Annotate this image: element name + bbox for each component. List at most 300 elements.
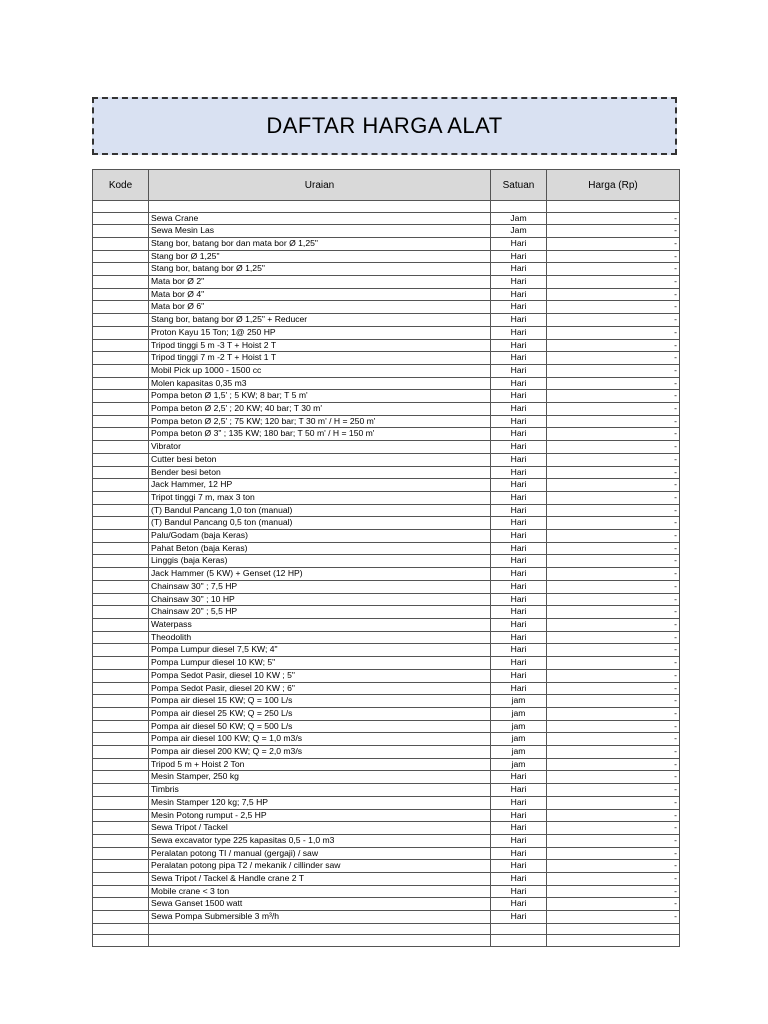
kode-cell [93, 491, 149, 504]
satuan-cell: Hari [491, 542, 547, 555]
harga-cell: - [547, 263, 680, 276]
harga-cell: - [547, 580, 680, 593]
harga-cell: - [547, 885, 680, 898]
satuan-cell: Hari [491, 644, 547, 657]
harga-cell: - [547, 415, 680, 428]
uraian-cell: Pompa beton Ø 3" ; 135 KW; 180 bar; T 50 m' / H = 150 m' [149, 428, 491, 441]
satuan-cell: Hari [491, 339, 547, 352]
harga-cell: - [547, 593, 680, 606]
uraian-cell: Proton Kayu 15 Ton; 1@ 250 HP [149, 326, 491, 339]
table-row [93, 860, 680, 873]
kode-cell [93, 225, 149, 238]
uraian-cell: Pompa Sedot Pasir, diesel 20 KW ; 6" [149, 682, 491, 695]
blank-row [93, 201, 680, 213]
kode-cell [93, 873, 149, 886]
harga-cell: - [547, 352, 680, 365]
harga-cell: - [547, 288, 680, 301]
table-row [93, 276, 680, 289]
table-row [93, 834, 680, 847]
satuan-cell: Hari [491, 669, 547, 682]
satuan-cell: Hari [491, 390, 547, 403]
uraian-cell: Chainsaw 30" ; 10 HP [149, 593, 491, 606]
satuan-cell: Hari [491, 771, 547, 784]
harga-cell: - [547, 212, 680, 225]
kode-cell [93, 568, 149, 581]
harga-cell: - [547, 746, 680, 759]
table-header-row [93, 170, 680, 201]
satuan-cell: Hari [491, 491, 547, 504]
blank-cell [491, 201, 547, 213]
uraian-cell: Tripot tinggi 7 m, max 3 ton [149, 491, 491, 504]
uraian-cell: Pompa beton Ø 2,5' ; 20 KW; 40 bar; T 30 m' [149, 403, 491, 416]
uraian-cell: Pompa beton Ø 2,5' ; 75 KW; 120 bar; T 30 m' / H = 250 m' [149, 415, 491, 428]
table-row [93, 377, 680, 390]
table-body [93, 201, 680, 947]
harga-cell: - [547, 517, 680, 530]
table-row [93, 885, 680, 898]
table-row [93, 733, 680, 746]
uraian-cell: Stang bor, batang bor Ø 1,25" + Reducer [149, 314, 491, 327]
harga-cell: - [547, 428, 680, 441]
kode-cell [93, 911, 149, 924]
table-row [93, 428, 680, 441]
uraian-cell: Waterpass [149, 619, 491, 632]
kode-cell [93, 479, 149, 492]
harga-cell: - [547, 873, 680, 886]
kode-cell [93, 466, 149, 479]
harga-cell: - [547, 847, 680, 860]
harga-cell: - [547, 364, 680, 377]
table-row [93, 225, 680, 238]
table-row [93, 530, 680, 543]
blank-cell [149, 201, 491, 213]
satuan-cell: Hari [491, 809, 547, 822]
blank-cell [93, 201, 149, 213]
blank-row [93, 923, 680, 935]
harga-cell: - [547, 314, 680, 327]
uraian-cell: Sewa Ganset 1500 watt [149, 898, 491, 911]
table-row [93, 911, 680, 924]
header-uraian: Uraian [149, 170, 491, 201]
uraian-cell: Cutter besi beton [149, 453, 491, 466]
kode-cell [93, 822, 149, 835]
kode-cell [93, 517, 149, 530]
kode-cell [93, 898, 149, 911]
uraian-cell: Sewa Crane [149, 212, 491, 225]
table-row [93, 657, 680, 670]
harga-cell: - [547, 682, 680, 695]
kode-cell [93, 276, 149, 289]
harga-cell: - [547, 466, 680, 479]
satuan-cell: Hari [491, 403, 547, 416]
uraian-cell: Linggis (baja Keras) [149, 555, 491, 568]
table-row [93, 403, 680, 416]
uraian-cell: Mesin Stamper 120 kg; 7,5 HP [149, 796, 491, 809]
uraian-cell: Mesin Potong rumput - 2,5 HP [149, 809, 491, 822]
kode-cell [93, 580, 149, 593]
table-row [93, 364, 680, 377]
harga-cell: - [547, 377, 680, 390]
harga-cell: - [547, 555, 680, 568]
kode-cell [93, 771, 149, 784]
kode-cell [93, 415, 149, 428]
table-row [93, 390, 680, 403]
table-row [93, 568, 680, 581]
uraian-cell: Pompa Lumpur diesel 10 KW; 5" [149, 657, 491, 670]
kode-cell [93, 733, 149, 746]
kode-cell [93, 390, 149, 403]
kode-cell [93, 809, 149, 822]
table-row [93, 504, 680, 517]
harga-cell: - [547, 568, 680, 581]
satuan-cell: Hari [491, 784, 547, 797]
table-row [93, 682, 680, 695]
table-row [93, 326, 680, 339]
table-row [93, 695, 680, 708]
kode-cell [93, 364, 149, 377]
satuan-cell: jam [491, 746, 547, 759]
table-row [93, 301, 680, 314]
kode-cell [93, 453, 149, 466]
uraian-cell: Pompa air diesel 100 KW; Q = 1,0 m3/s [149, 733, 491, 746]
table-row [93, 453, 680, 466]
satuan-cell: Hari [491, 441, 547, 454]
satuan-cell: Hari [491, 466, 547, 479]
satuan-cell: jam [491, 695, 547, 708]
harga-cell: - [547, 301, 680, 314]
uraian-cell: Pompa air diesel 15 KW; Q = 100 L/s [149, 695, 491, 708]
uraian-cell: Peralatan potong TI / manual (gergaji) / saw [149, 847, 491, 860]
harga-cell: - [547, 784, 680, 797]
uraian-cell: Molen kapasitas 0,35 m3 [149, 377, 491, 390]
harga-cell: - [547, 542, 680, 555]
satuan-cell: Hari [491, 530, 547, 543]
harga-cell: - [547, 695, 680, 708]
table-row [93, 479, 680, 492]
satuan-cell: jam [491, 758, 547, 771]
satuan-cell: Hari [491, 314, 547, 327]
kode-cell [93, 834, 149, 847]
header-satuan: Satuan [491, 170, 547, 201]
table-row [93, 466, 680, 479]
satuan-cell: Hari [491, 326, 547, 339]
satuan-cell: Hari [491, 834, 547, 847]
kode-cell [93, 237, 149, 250]
harga-cell: - [547, 644, 680, 657]
table-row [93, 898, 680, 911]
satuan-cell: Hari [491, 364, 547, 377]
uraian-cell: Mata bor Ø 6" [149, 301, 491, 314]
uraian-cell: Sewa Mesin Las [149, 225, 491, 238]
kode-cell [93, 301, 149, 314]
table-row [93, 212, 680, 225]
uraian-cell: Mobile crane < 3 ton [149, 885, 491, 898]
satuan-cell: Hari [491, 517, 547, 530]
uraian-cell: Mata bor Ø 2" [149, 276, 491, 289]
title-box [92, 97, 677, 155]
uraian-cell: Mobil Pick up 1000 - 1500 cc [149, 364, 491, 377]
satuan-cell: Hari [491, 568, 547, 581]
uraian-cell: Palu/Godam (baja Keras) [149, 530, 491, 543]
kode-cell [93, 441, 149, 454]
kode-cell [93, 619, 149, 632]
table-row [93, 517, 680, 530]
kode-cell [93, 504, 149, 517]
table-row [93, 746, 680, 759]
harga-cell: - [547, 339, 680, 352]
kode-cell [93, 339, 149, 352]
uraian-cell: Tripod 5 m + Hoist 2 Ton [149, 758, 491, 771]
harga-cell: - [547, 276, 680, 289]
table-row [93, 352, 680, 365]
kode-cell [93, 326, 149, 339]
uraian-cell: Chainsaw 30" ; 7,5 HP [149, 580, 491, 593]
harga-cell: - [547, 834, 680, 847]
harga-cell: - [547, 237, 680, 250]
satuan-cell: Hari [491, 237, 547, 250]
harga-cell: - [547, 657, 680, 670]
satuan-cell: Hari [491, 606, 547, 619]
harga-cell: - [547, 758, 680, 771]
uraian-cell: Pahat Beton (baja Keras) [149, 542, 491, 555]
table-row [93, 339, 680, 352]
satuan-cell: Hari [491, 352, 547, 365]
satuan-cell: Jam [491, 212, 547, 225]
uraian-cell: Pompa beton Ø 1,5' ; 5 KW; 8 bar; T 5 m' [149, 390, 491, 403]
table-row [93, 758, 680, 771]
satuan-cell: jam [491, 720, 547, 733]
harga-cell: - [547, 491, 680, 504]
harga-cell: - [547, 530, 680, 543]
table-row [93, 707, 680, 720]
blank-cell [491, 923, 547, 935]
uraian-cell: Mesin Stamper, 250 kg [149, 771, 491, 784]
kode-cell [93, 669, 149, 682]
blank-cell [547, 923, 680, 935]
harga-cell: - [547, 606, 680, 619]
uraian-cell: Tripod tinggi 5 m -3 T + Hoist 2 T [149, 339, 491, 352]
harga-cell: - [547, 707, 680, 720]
kode-cell [93, 606, 149, 619]
kode-cell [93, 212, 149, 225]
satuan-cell: Hari [491, 504, 547, 517]
uraian-cell: Sewa excavator type 225 kapasitas 0,5 - 1,0 m3 [149, 834, 491, 847]
uraian-cell: Pompa air diesel 25 KW; Q = 250 L/s [149, 707, 491, 720]
table-row [93, 631, 680, 644]
header-harga: Harga (Rp) [547, 170, 680, 201]
kode-cell [93, 250, 149, 263]
kode-cell [93, 644, 149, 657]
uraian-cell: Tripod tinggi 7 m -2 T + Hoist 1 T [149, 352, 491, 365]
blank-cell [547, 201, 680, 213]
satuan-cell: Hari [491, 263, 547, 276]
kode-cell [93, 428, 149, 441]
kode-cell [93, 707, 149, 720]
harga-cell: - [547, 796, 680, 809]
table-row [93, 606, 680, 619]
harga-cell: - [547, 860, 680, 873]
harga-cell: - [547, 441, 680, 454]
table-row [93, 415, 680, 428]
kode-cell [93, 682, 149, 695]
satuan-cell: Hari [491, 276, 547, 289]
table-row [93, 491, 680, 504]
satuan-cell: Hari [491, 555, 547, 568]
satuan-cell: Hari [491, 301, 547, 314]
kode-cell [93, 695, 149, 708]
table-row [93, 796, 680, 809]
satuan-cell: Hari [491, 873, 547, 886]
uraian-cell: Jack Hammer, 12 HP [149, 479, 491, 492]
uraian-cell: Bender besi beton [149, 466, 491, 479]
price-table [92, 169, 680, 947]
uraian-cell: Pompa Lumpur diesel 7,5 KW; 4" [149, 644, 491, 657]
blank-cell [149, 923, 491, 935]
harga-cell: - [547, 250, 680, 263]
uraian-cell: (T) Bandul Pancang 1,0 ton (manual) [149, 504, 491, 517]
harga-cell: - [547, 898, 680, 911]
blank-cell [93, 923, 149, 935]
table-row [93, 771, 680, 784]
blank-cell [491, 935, 547, 947]
satuan-cell: Hari [491, 682, 547, 695]
kode-cell [93, 758, 149, 771]
harga-cell: - [547, 453, 680, 466]
harga-cell: - [547, 403, 680, 416]
table-row [93, 288, 680, 301]
table-row [93, 263, 680, 276]
satuan-cell: Hari [491, 847, 547, 860]
kode-cell [93, 746, 149, 759]
satuan-cell: Hari [491, 593, 547, 606]
table-row [93, 822, 680, 835]
table-row [93, 314, 680, 327]
kode-cell [93, 860, 149, 873]
satuan-cell: Hari [491, 250, 547, 263]
harga-cell: - [547, 720, 680, 733]
satuan-cell: Jam [491, 225, 547, 238]
blank-cell [149, 935, 491, 947]
uraian-cell: Timbris [149, 784, 491, 797]
kode-cell [93, 530, 149, 543]
satuan-cell: Hari [491, 619, 547, 632]
harga-cell: - [547, 911, 680, 924]
uraian-cell: Sewa Tripot / Tackel [149, 822, 491, 835]
harga-cell: - [547, 225, 680, 238]
satuan-cell: Hari [491, 580, 547, 593]
kode-cell [93, 631, 149, 644]
blank-cell [547, 935, 680, 947]
table-row [93, 441, 680, 454]
harga-cell: - [547, 631, 680, 644]
satuan-cell: Hari [491, 428, 547, 441]
table-row [93, 237, 680, 250]
uraian-cell: Pompa air diesel 50 KW; Q = 500 L/s [149, 720, 491, 733]
uraian-cell: Vibrator [149, 441, 491, 454]
kode-cell [93, 288, 149, 301]
harga-cell: - [547, 479, 680, 492]
table-row [93, 542, 680, 555]
table-row [93, 873, 680, 886]
table-row [93, 720, 680, 733]
table-row [93, 669, 680, 682]
table-row [93, 555, 680, 568]
harga-cell: - [547, 326, 680, 339]
harga-cell: - [547, 504, 680, 517]
uraian-cell: Stang bor Ø 1,25" [149, 250, 491, 263]
kode-cell [93, 593, 149, 606]
kode-cell [93, 657, 149, 670]
satuan-cell: Hari [491, 657, 547, 670]
uraian-cell: Theodolith [149, 631, 491, 644]
satuan-cell: jam [491, 733, 547, 746]
kode-cell [93, 352, 149, 365]
table-row [93, 593, 680, 606]
harga-cell: - [547, 669, 680, 682]
uraian-cell: Pompa Sedot Pasir, diesel 10 KW ; 5" [149, 669, 491, 682]
satuan-cell: Hari [491, 631, 547, 644]
satuan-cell: Hari [491, 885, 547, 898]
table-row [93, 619, 680, 632]
blank-cell [93, 935, 149, 947]
uraian-cell: (T) Bandul Pancang 0,5 ton (manual) [149, 517, 491, 530]
harga-cell: - [547, 619, 680, 632]
uraian-cell: Stang bor, batang bor dan mata bor Ø 1,25" [149, 237, 491, 250]
table-row [93, 644, 680, 657]
harga-cell: - [547, 809, 680, 822]
harga-cell: - [547, 733, 680, 746]
satuan-cell: Hari [491, 288, 547, 301]
satuan-cell: Hari [491, 796, 547, 809]
kode-cell [93, 796, 149, 809]
harga-cell: - [547, 390, 680, 403]
uraian-cell: Stang bor, batang bor Ø 1,25" [149, 263, 491, 276]
table-row [93, 847, 680, 860]
kode-cell [93, 314, 149, 327]
table-row [93, 809, 680, 822]
kode-cell [93, 720, 149, 733]
harga-cell: - [547, 822, 680, 835]
uraian-cell: Peralatan potong pipa T2 / mekanik / cillinder saw [149, 860, 491, 873]
header-kode: Kode [93, 170, 149, 201]
table-row [93, 580, 680, 593]
kode-cell [93, 784, 149, 797]
satuan-cell: Hari [491, 415, 547, 428]
satuan-cell: Hari [491, 911, 547, 924]
blank-row [93, 935, 680, 947]
page-title: DAFTAR HARGA ALAT [266, 113, 503, 138]
kode-cell [93, 542, 149, 555]
kode-cell [93, 885, 149, 898]
kode-cell [93, 403, 149, 416]
satuan-cell: Hari [491, 822, 547, 835]
satuan-cell: Hari [491, 479, 547, 492]
table-row [93, 784, 680, 797]
kode-cell [93, 377, 149, 390]
kode-cell [93, 847, 149, 860]
uraian-cell: Sewa Tripot / Tackel & Handle crane 2 T [149, 873, 491, 886]
uraian-cell: Sewa Pompa Submersible 3 m³/h [149, 911, 491, 924]
satuan-cell: Hari [491, 453, 547, 466]
table-row [93, 250, 680, 263]
satuan-cell: Hari [491, 898, 547, 911]
harga-cell: - [547, 771, 680, 784]
kode-cell [93, 263, 149, 276]
uraian-cell: Mata bor Ø 4" [149, 288, 491, 301]
satuan-cell: jam [491, 707, 547, 720]
uraian-cell: Pompa air diesel 200 KW; Q = 2,0 m3/s [149, 746, 491, 759]
uraian-cell: Jack Hammer (5 KW) + Genset (12 HP) [149, 568, 491, 581]
